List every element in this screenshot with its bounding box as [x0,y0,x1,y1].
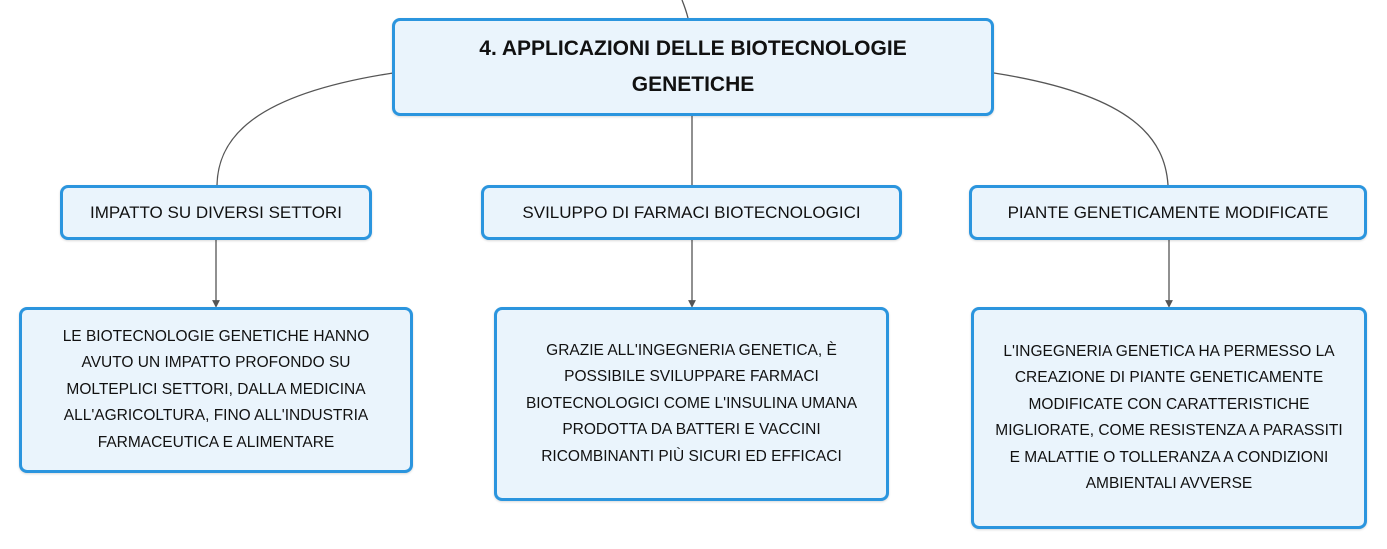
topic-impatto-settori[interactable] [60,185,372,240]
detail-piante-modificate[interactable] [971,307,1367,529]
connector-root-to-impatto [217,73,393,185]
topic-label: SVILUPPO DI FARMACI BIOTECNOLOGICI [522,202,861,222]
detail-sviluppo-farmaci[interactable] [494,307,889,501]
parent-connector [682,0,688,18]
topic-piante-modificate[interactable] [969,185,1367,240]
detail-text: GRAZIE ALL'INGEGNERIA GENETICA, È POSSIBILE SVILUPPARE FARMACI BIOTECNOLOGICI COME L'INSULINA UMANA PRODOTTA DA BATTERI E VACCINI RICOMBINANTI PIÙ SICURI ED EFFICACI [525,341,858,465]
root-topic[interactable] [392,18,994,116]
topic-label: PIANTE GENETICAMENTE MODIFICATE [1007,202,1329,222]
root-topic-title: 4. APPLICAZIONI DELLE BIOTECNOLOGIE GENETICHE [479,37,907,96]
detail-text: L'INGEGNERIA GENETICA HA PERMESSO LA CREAZIONE DI PIANTE GENETICAMENTE MODIFICATE CON CARATTERISTICHE MIGLIORATE, COME RESISTENZA A PARASSITI E MALATTIE O TOLLERANZA A CONDIZIONI AMBIENTALI AVVERSE [995,342,1343,492]
topic-label: IMPATTO SU DIVERSI SETTORI [90,202,342,222]
detail-impatto-settori[interactable] [19,307,413,473]
detail-text: LE BIOTECNOLOGIE GENETICHE HANNO AVUTO UN IMPATTO PROFONDO SU MOLTEPLICI SETTORI, DALLA MEDICINA ALL'AGRICOLTURA, FINO ALL'INDUSTRIA FARMACEUTICA E ALIMENTARE [62,327,370,451]
connector-root-to-piante [994,73,1168,185]
topic-sviluppo-farmaci[interactable] [481,185,902,240]
